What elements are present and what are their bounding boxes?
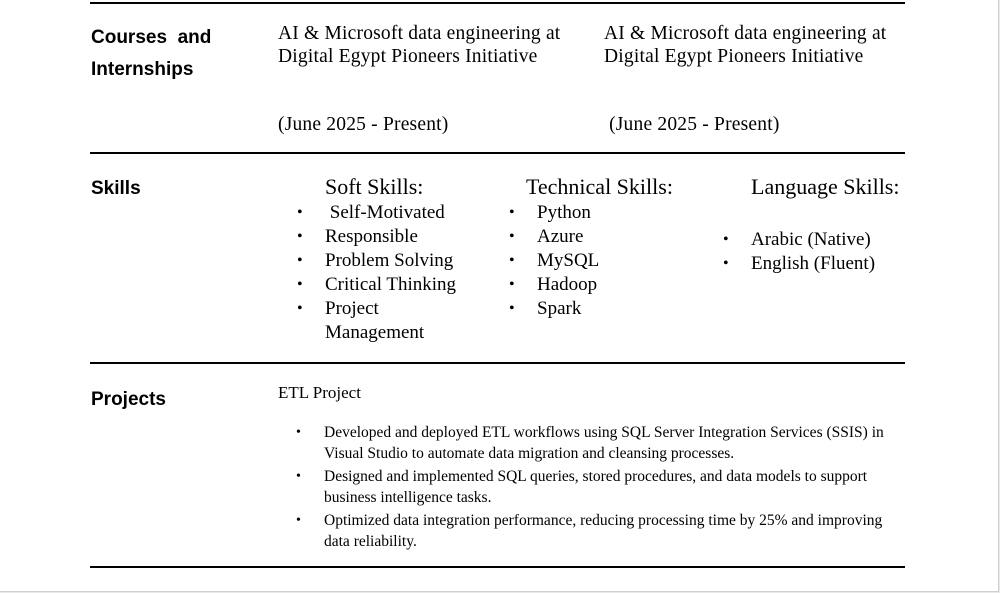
section-divider-bottom: [90, 566, 905, 568]
list-item: • Arabic (Native): [751, 228, 901, 252]
technical-skills-list: [537, 201, 677, 321]
list-item: • Hadoop: [537, 273, 677, 297]
list-item: • Problem Solving: [325, 249, 485, 273]
section-divider-projects: [90, 362, 905, 364]
course-title-1: AI & Microsoft data engineering at Digital Egypt Pioneers Initiative: [278, 23, 561, 67]
soft-skills-list: [325, 201, 485, 345]
courses-heading: [91, 22, 211, 86]
list-item: • Responsible: [325, 225, 485, 249]
list-item: • Critical Thinking: [325, 273, 485, 297]
technical-skills-title: Technical Skills:: [526, 174, 673, 199]
list-item: • Optimized data integration performance, reducing processing time by 25% and improving data reliability.: [324, 510, 904, 552]
list-item: • Designed and implemented SQL queries, stored procedures, and data models to support business intelligence tasks.: [324, 466, 904, 508]
language-skills-title: Language Skills:: [751, 174, 900, 199]
section-divider-skills: [90, 152, 905, 154]
project-title: ETL Project: [278, 383, 361, 402]
soft-skills-title: Soft Skills:: [325, 174, 424, 199]
course-title-2: AI & Microsoft data engineering at Digital Egypt Pioneers Initiative: [604, 23, 887, 67]
courses-heading-line2: Internships: [91, 59, 194, 80]
skills-heading: Skills: [91, 178, 141, 199]
list-item: • MySQL: [537, 249, 677, 273]
courses-heading-line1: Courses and: [91, 27, 212, 48]
language-skills-list: [751, 228, 901, 276]
list-item: • Python: [537, 201, 677, 225]
project-bullets: [324, 422, 904, 554]
course-date-2: (June 2025 - Present): [604, 114, 780, 135]
course-date-1: (June 2025 - Present): [278, 114, 449, 135]
list-item: • Azure: [537, 225, 677, 249]
projects-heading: Projects: [91, 389, 166, 410]
section-divider-top: [90, 2, 905, 4]
list-item: • Project Management: [325, 297, 445, 345]
list-item: • Developed and deployed ETL workflows using SQL Server Integration Services (SSIS) in Visual Studio to automate data migration and cleansing processes.: [324, 422, 904, 464]
list-item: • Self-Motivated: [325, 201, 485, 225]
list-item: • English (Fluent): [751, 252, 901, 276]
list-item: • Spark: [537, 297, 677, 321]
